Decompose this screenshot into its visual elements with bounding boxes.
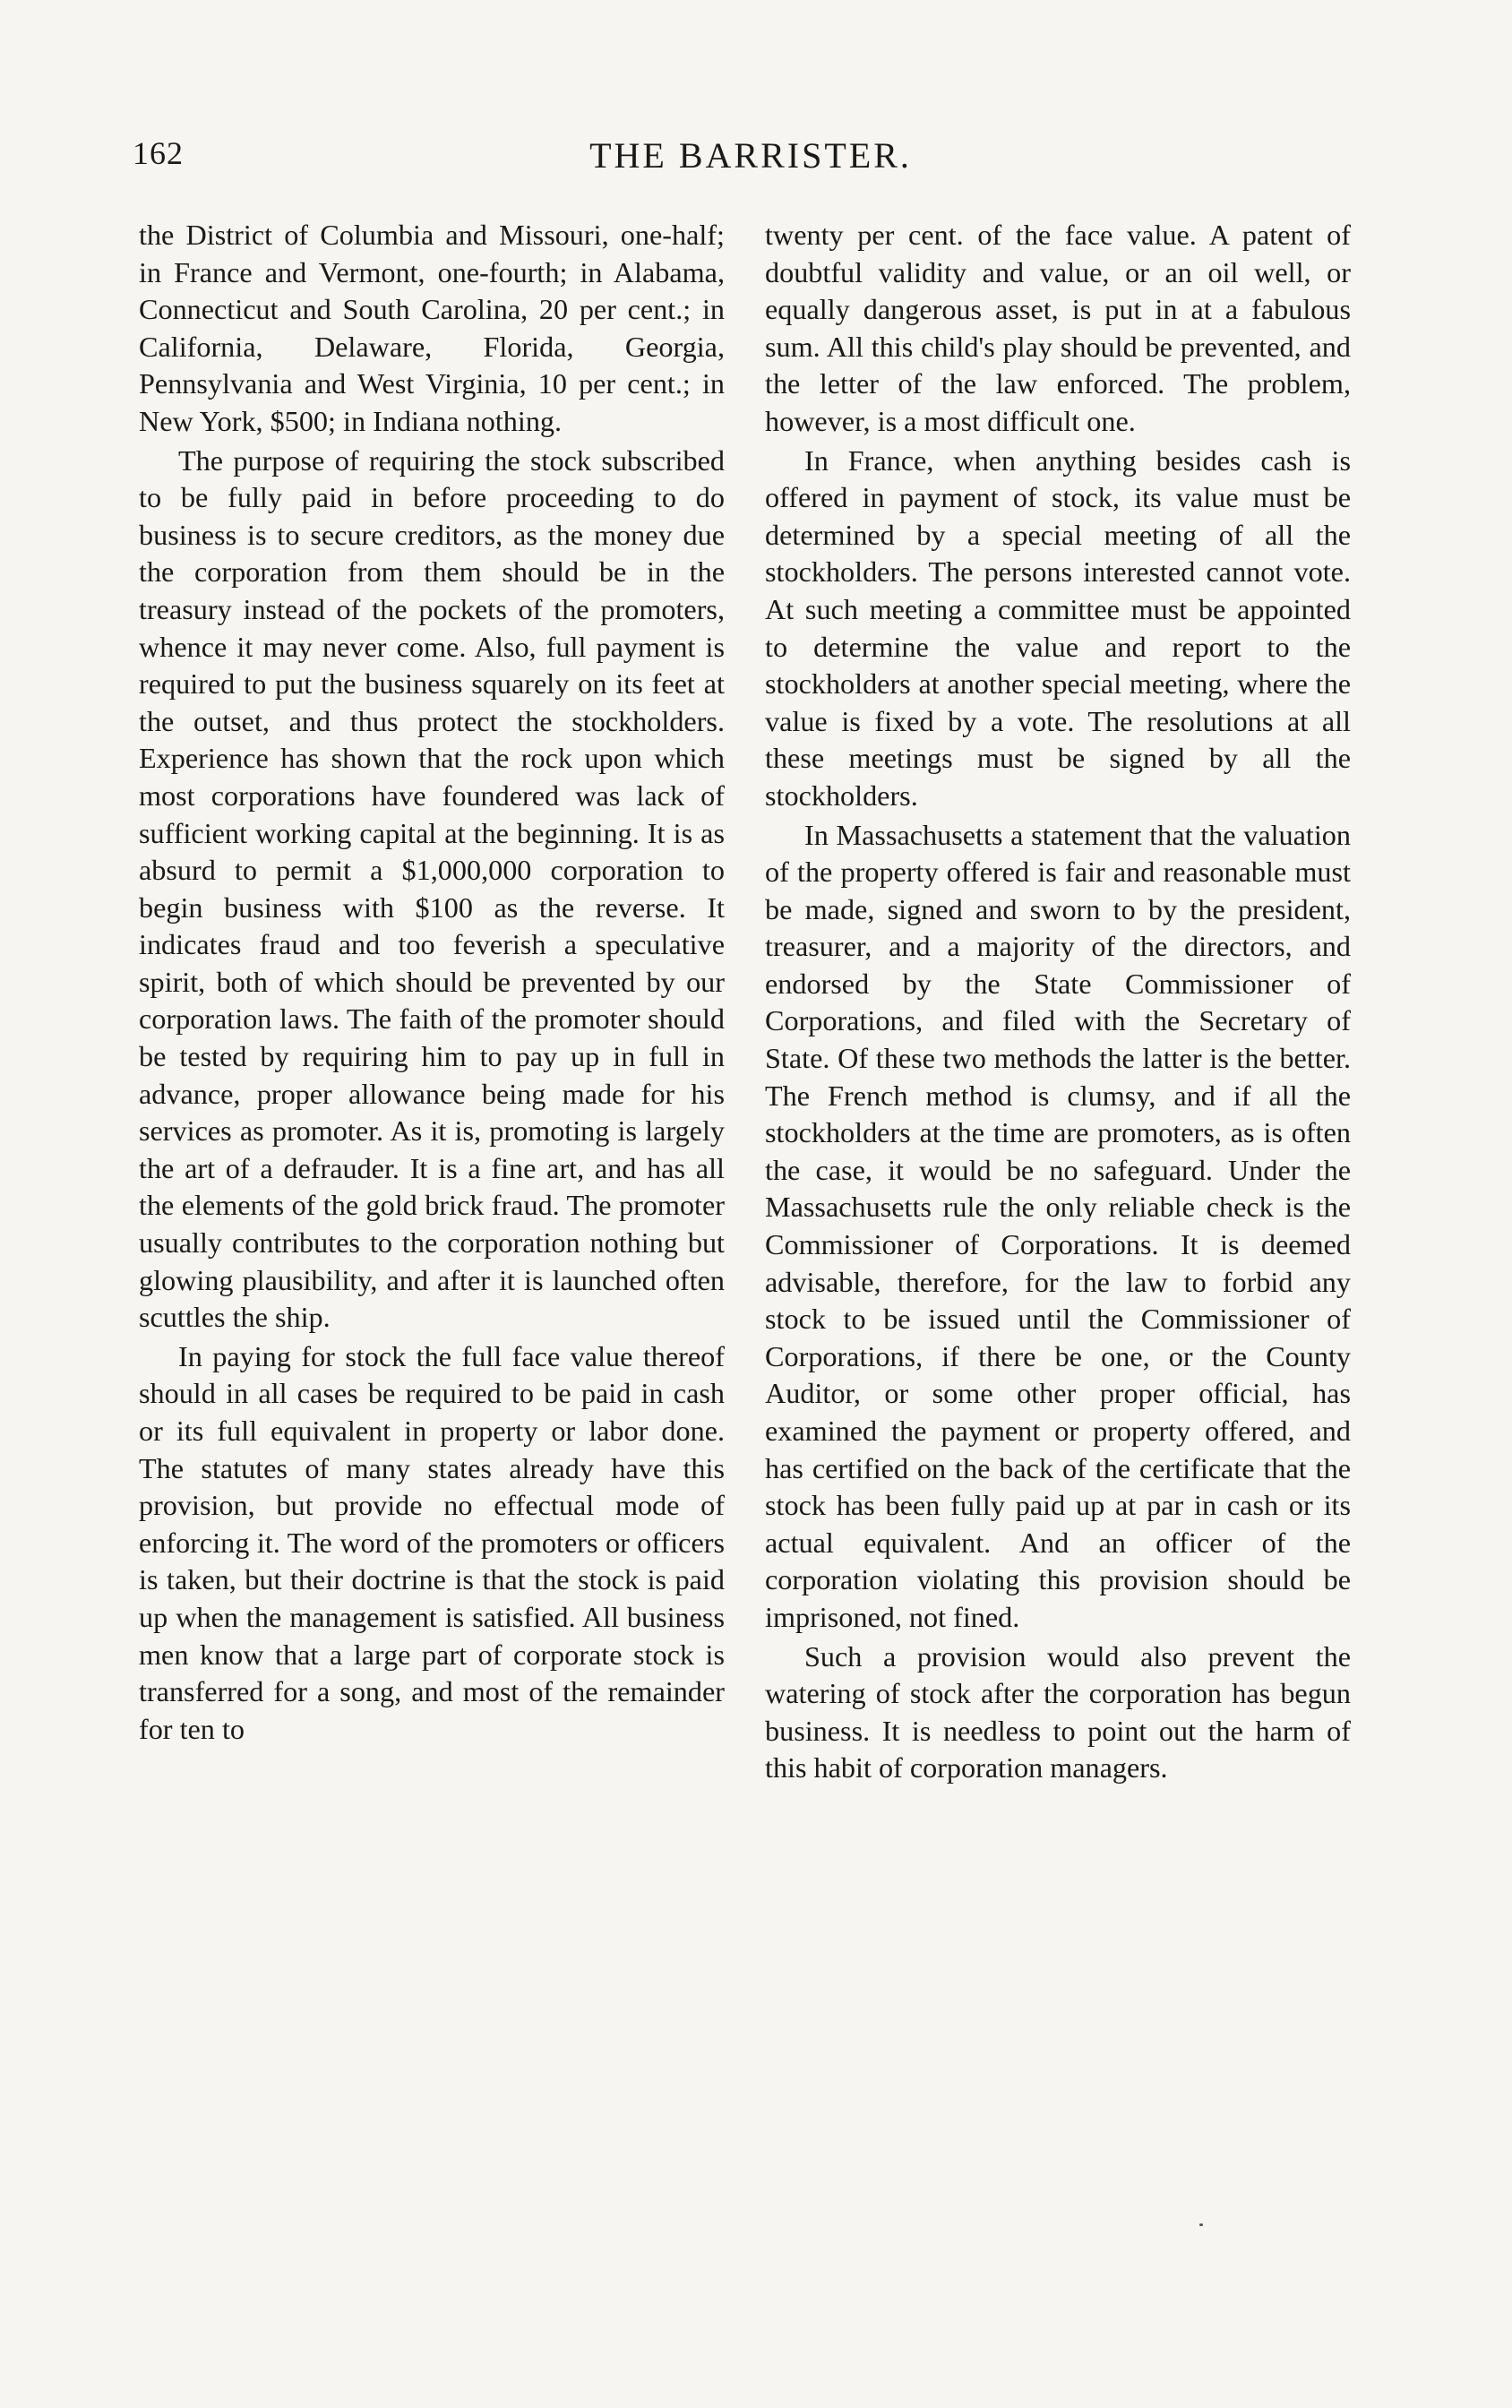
paragraph: the District of Columbia and Missouri, one-half; in France and Vermont, one-fourth; in Alabama, Connecticut and South Carolina, 20 per cent.; in California, Delaware, Florida, Georgia, Pennsylvania and West Virginia, 10 per cent.; in New York, $500; in Indiana nothing. <box>139 219 725 437</box>
paragraph: twenty per cent. of the face value. A patent of doubtful validity and value, or an oil well, or equally dangerous asset, is put in at a fabulous sum. All this child's play should be prevented, and the letter of the law enforced. The problem, however, is a most difficult one. <box>765 219 1351 437</box>
left-column <box>139 217 725 1748</box>
paragraph: Such a provision would also prevent the watering of stock after the corporation has begun business. It is needless to point out the harm of this habit of corporation managers. <box>765 1639 1351 1784</box>
paragraph: In Massachusetts a statement that the valuation of the property offered is fair and reasonable must be made, signed and sworn to by the president, treasurer, and a majority of the directors, and endorsed by the State Commissioner of Corporations, and filed with the Secretary of State. Of these two methods the latter is the better. The French method is clumsy, and if all the stockholders at the time are promoters, as is often the case, it would be no safeguard. Under the Massachusetts rule the only reliable check is the Commissioner of Corporations. It is deemed advisable, therefore, for the law to forbid any stock to be issued until the Commissioner of Corporations, if there be one, or the County Auditor, or some other proper official, has examined the payment or property offered, and has certified on the back of the certificate that the stock has been fully paid up at par in cash or its actual equivalent. And an officer of the corporation violating this provision should be imprisoned, not fined. <box>765 818 1351 1633</box>
paragraph: In France, when anything besides cash is offered in payment of stock, its value must be determined by a special meeting of all the stockholders. The persons interested cannot vote. At such meeting a committee must be appointed to determine the value and report to the stockholders at another special meeting, where the value is fixed by a vote. The resolutions at all these meetings must be signed by all the stockholders. <box>765 443 1351 812</box>
page-number: 162 <box>133 135 184 171</box>
right-column <box>765 217 1351 1787</box>
paragraph: The purpose of requiring the stock subscribed to be fully paid in before proceeding to do business is to secure creditors, as the money due the corporation from them should be in the treasury instead of the pockets of the promoters, whence it may never come. Also, full payment is required to put the business squarely on its feet at the outset, and thus protect the stockholders. Experience has shown that the rock upon which most corporations have foundered was lack of sufficient working capital at the beginning. It is as absurd to permit a $1,000,000 corporation to begin business with $100 as the reverse. It indicates fraud and too feverish a speculative spirit, both of which should be prevented by our corporation laws. The faith of the promoter should be tested by requiring him to pay up in full in advance, proper allowance being made for his services as promoter. As it is, promoting is largely the art of a defrauder. It is a fine art, and has all the elements of the gold brick fraud. The promoter usually contributes to the corporation nothing but glowing plausibility, and after it is launched often scuttles the ship. <box>139 443 725 1334</box>
paragraph: In paying for stock the full face value thereof should in all cases be required to be paid in cash or its full equivalent in property or labor done. The statutes of many states already have this provision, but provide no effectual mode of enforcing it. The word of the promoters or officers is taken, but their doctrine is that the stock is paid up when the management is satisfied. All business men know that a large part of corporate stock is transferred for a song, and most of the remainder for ten to <box>139 1339 725 1745</box>
page-header <box>133 134 1369 188</box>
ink-speck <box>1199 2223 1203 2226</box>
running-title: THE BARRISTER. <box>589 135 912 176</box>
